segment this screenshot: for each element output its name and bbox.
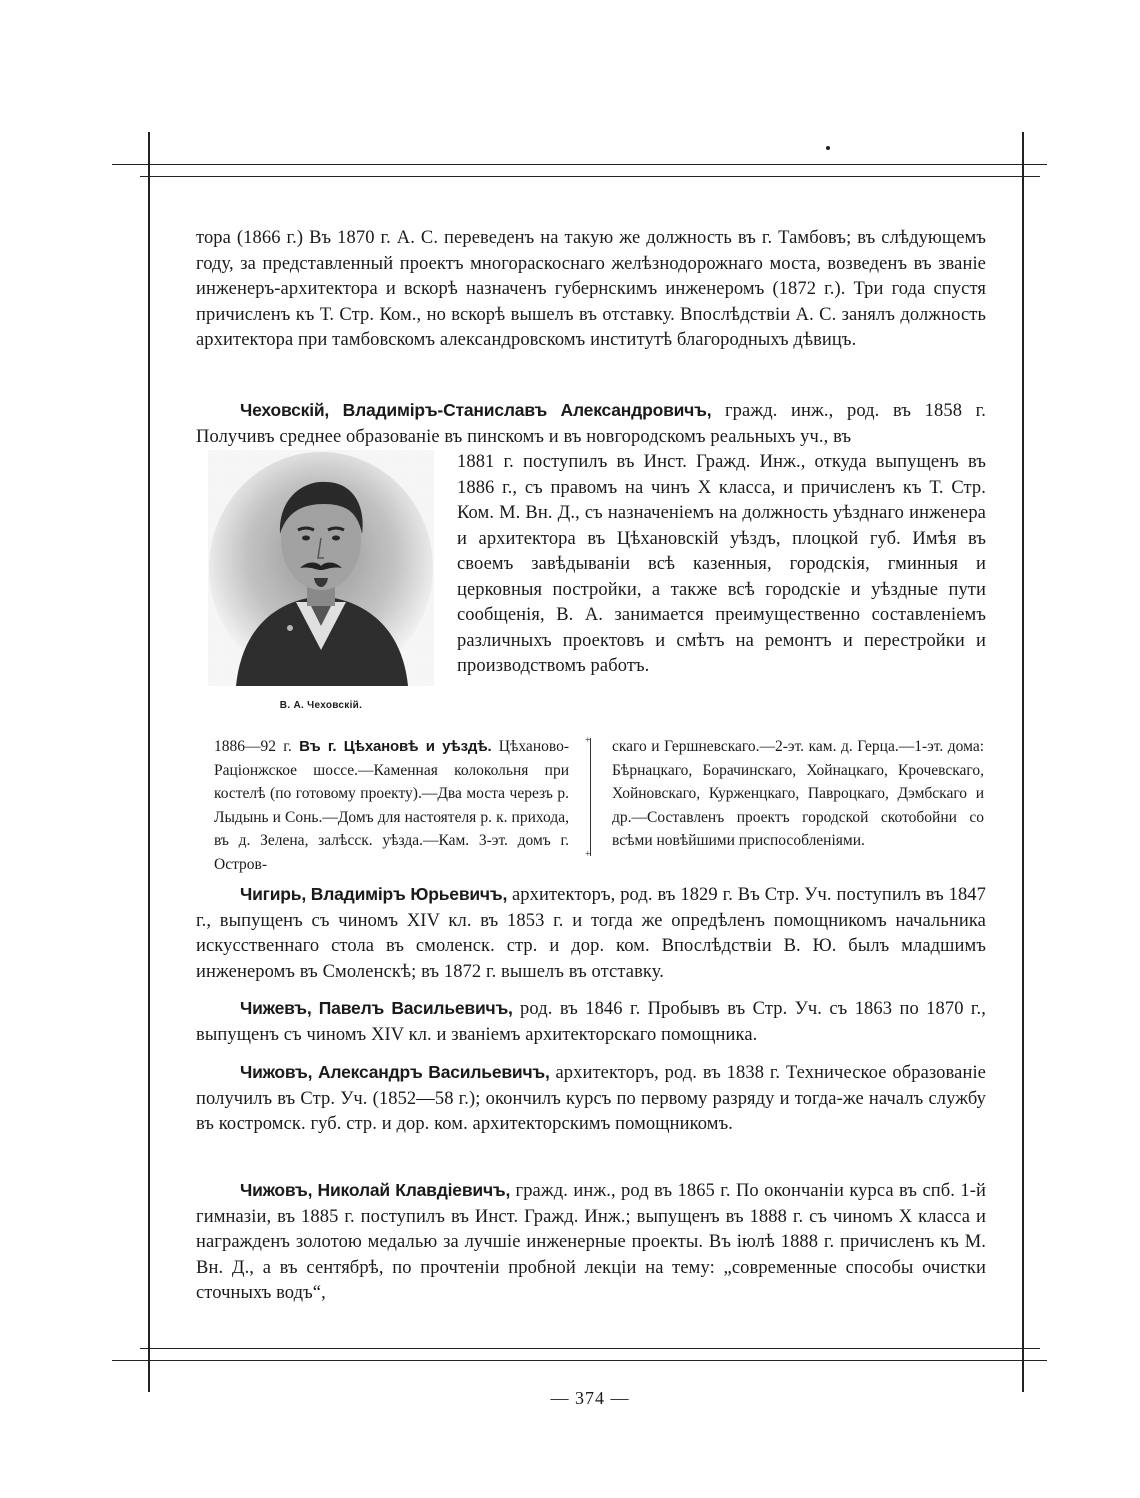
entry-text: гражд. инж., род въ 1865 г. По окончаніи курса въ спб. 1-й гимназіи, въ 1885 г. поступилъ въ Инст. Гражд. Инж.; выпущенъ въ 1888 г. съ чиномъ X класса и награжденъ золотою медалью за лучшіе инженерные проекты. Въ іюлѣ 1888 г. причисленъ къ М. Вн. Д., а въ сентябрѣ, по прочтеніи пробной лекціи на тему: „современные способы очистки сточныхъ водъ“, [196,1181,986,1303]
entry-chizhev-pavel [196,996,986,1048]
page-number: — 374 — [550,1388,630,1408]
works-left-text: Цѣханово-Раціонжское шоссе.—Каменная колокольня при костелѣ (по готовому проекту).—Два моста черезъ р. Лыдынь и Сонь.—Домъ для настоятеля р. к. прихода, въ д. Зелена, залѣсск. уѣзда.—Кам. 3-эт. домъ г. Остров- [214,738,569,873]
entry-chekhovsky-side-text [457,450,986,680]
entry-name: Чижевъ, Павелъ Васильевичъ, [240,998,513,1018]
works-right-text: скаго и Гершневскаго.—2-эт. кам. д. Герца.—1-эт. дома: Бѣрнацкаго, Борачинскаго, Хойнацкаго, Крочевскаго, Хойновскаго, Курженцкаго, Павроцкаго, Дэмбскаго и др.—Составленъ проектъ городской скотобойни со всѣми новѣйшими приспособленіями. [612,738,984,849]
works-right-column [612,735,984,853]
entry-text: гражд. инж., род. въ 1858 г. Получивъ среднее образованіе въ пинскомъ и въ новгородскомъ реальныхъ уч., въ [196,401,986,447]
frame-top-rule-inner [140,176,1040,177]
portrait-caption: В. А. Чеховскій. [279,700,363,711]
entry-name: Чижовъ, Николай Клавдіевичъ, [240,1180,511,1200]
entry-text: архитекторъ, род. въ 1829 г. Въ Стр. Уч. поступилъ въ 1847 г., выпущенъ съ чиномъ XIV кл. въ 1853 г. и тогда же опредѣленъ помощникомъ начальника искусственнаго стола въ смоленск. стр. и дор. ком. Впослѣдствіи В. Ю. былъ младшимъ инженеромъ въ Смоленскѣ; въ 1872 г. вышелъ въ отставку. [196,885,986,982]
frame-left-rule [148,132,150,1392]
entry-name: Чижовъ, Александръ Васильевичъ, [240,1062,550,1082]
entry-name: Чигирь, Владиміръ Юрьевичъ, [240,884,508,904]
portrait-engraving [208,450,434,686]
frame-right-rule [1022,132,1024,1392]
entry-chizhov-nikolay [196,1178,986,1307]
frame-bottom-rule-outer [112,1360,1047,1361]
entry-chizhov-alexandr [196,1060,986,1138]
intro-paragraph [196,226,986,354]
column-separator-mark-top: + [585,735,591,746]
entry-text: род. въ 1846 г. Пробывъ въ Стр. Уч. съ 1863 по 1870 г., выпущенъ съ чиномъ XIV кл. и званіемъ архитекторскаго помощника. [196,999,986,1045]
works-place: Въ г. Цѣхановѣ и уѣздѣ. [299,738,492,755]
print-mark-dot [826,146,830,150]
intro-text: тора (1866 г.) Въ 1870 г. А. С. переведенъ на такую же должность въ г. Тамбовъ; въ слѣдующемъ году, за представленный проектъ многораскоснаго желѣзнодорожнаго моста, возведенъ въ званіе инженеръ-архитектора и вскорѣ назначенъ губернскимъ инженеромъ (1872 г.). Три года спустя причисленъ къ Т. Стр. Ком., но вскорѣ вышелъ въ отставку. Впослѣдствіи А. С. занялъ должность архитектора при тамбовскомъ александровскомъ институтѣ благородныхъ дѣвицъ. [196,228,986,350]
entry-chigir [196,882,986,985]
entry-text: архитекторъ, род. въ 1838 г. Техническое образованіе получилъ въ Стр. Уч. (1852—58 г.); окончилъ курсъ по первому разряду и тогда-же началъ службу въ костромск. губ. стр. и дор. ком. архитекторскимъ помощникомъ. [196,1063,986,1134]
entry-name: Чеховскій, Владиміръ-Станиславъ Александровичъ, [240,400,712,420]
entry-side-text: 1881 г. поступилъ въ Инст. Гражд. Инж., откуда выпущенъ въ 1886 г., съ правомъ на чинъ X класса, и причисленъ къ Т. Стр. Ком. М. Вн. Д., съ назначеніемъ на должность уѣзднаго инженера и архитектора въ Цѣхановскій уѣздъ, плоцкой губ. Имѣя въ своемъ завѣдываніи всѣ казенныя, городскія, гминныя и церковныя постройки, а также всѣ городскіе и уѣздные пути сообщенія, В. А. занимается преимущественно составленіемъ различныхъ проектовъ и смѣтъ на ремонтъ и перестройки и производствомъ работъ. [457,452,986,676]
works-left-column [214,735,569,876]
works-year: 1886—92 г. [214,738,292,755]
portrait-photo [208,450,434,686]
column-separator-mark-bottom: + [585,849,591,860]
entry-chekhovsky-header [196,398,986,450]
frame-top-rule-outer [112,164,1047,165]
column-separator [590,738,591,856]
frame-bottom-rule-inner [140,1348,1040,1349]
